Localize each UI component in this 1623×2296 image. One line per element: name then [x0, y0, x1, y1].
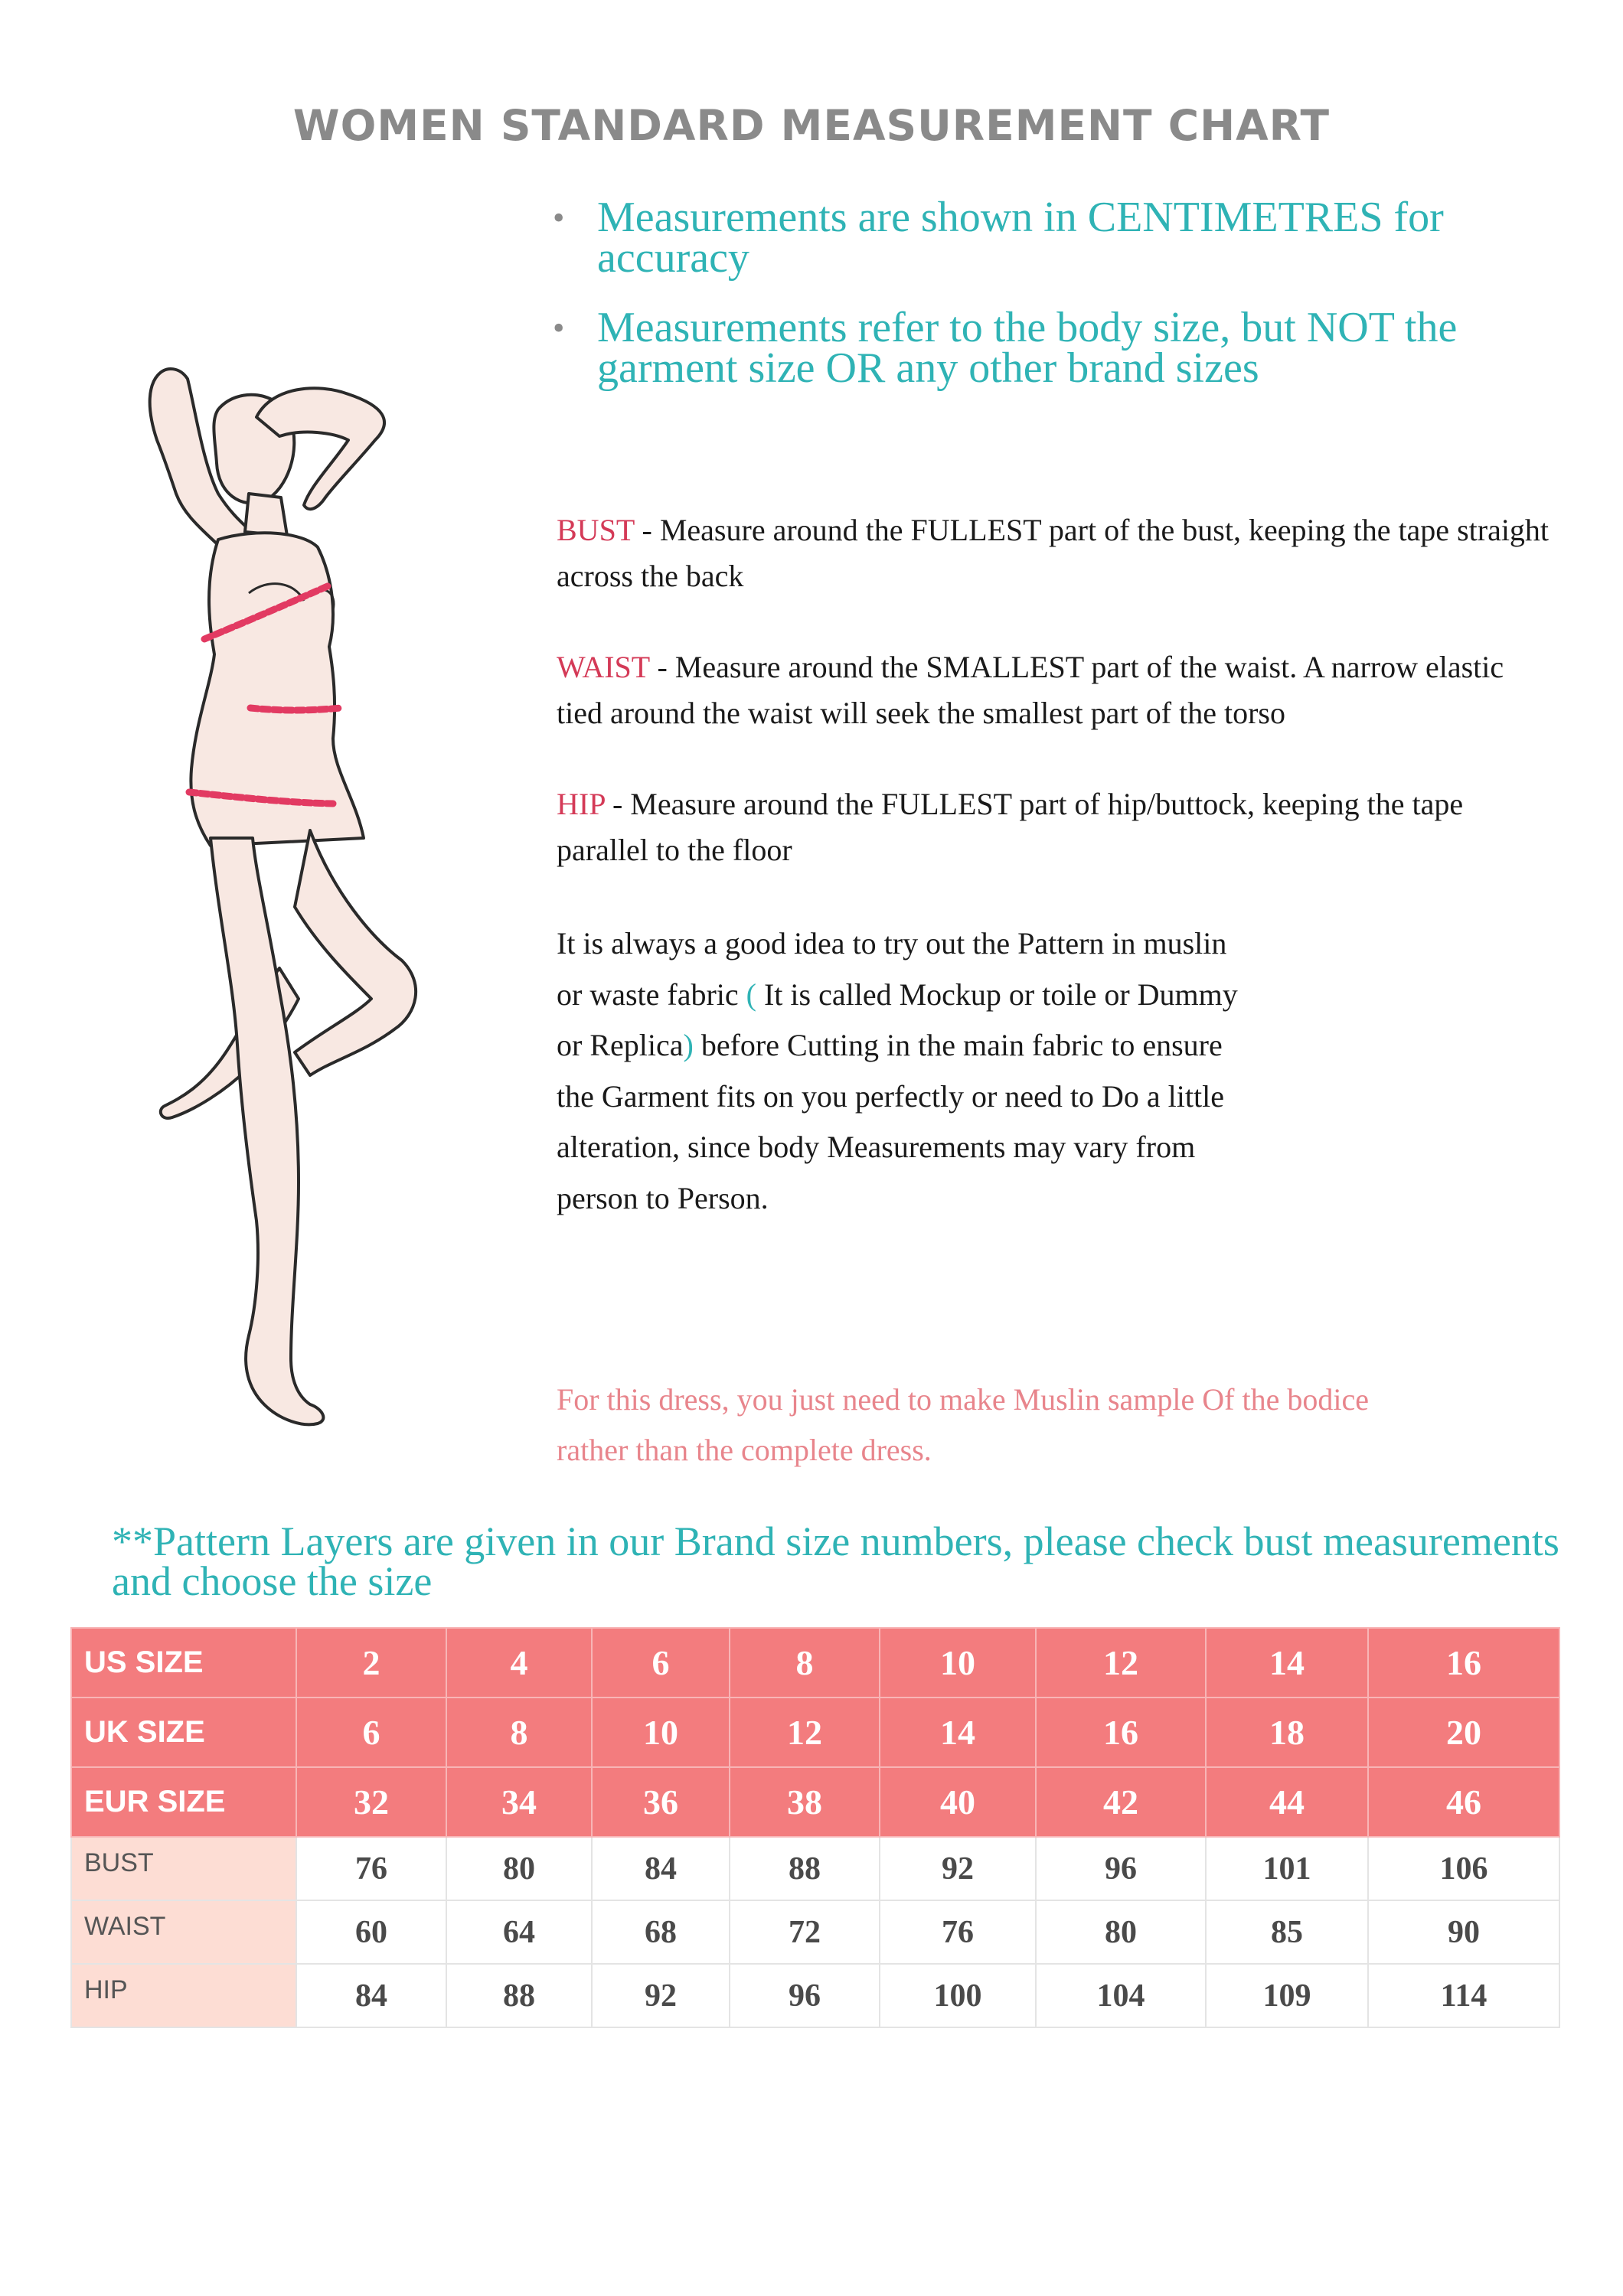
row-label: BUST [71, 1837, 296, 1900]
note-text-part1: It is always a good idea to try out the Pattern in muslin or waste fabric [557, 926, 1227, 1012]
table-cell: 10 [880, 1628, 1036, 1698]
table-cell: 4 [446, 1628, 592, 1698]
table-cell: 84 [592, 1837, 730, 1900]
table-cell: 88 [730, 1837, 880, 1900]
table-cell: 16 [1036, 1698, 1206, 1767]
table-cell: 85 [1206, 1900, 1368, 1964]
row-label: HIP [71, 1964, 296, 2027]
table-cell: 16 [1368, 1628, 1559, 1698]
table-cell: 100 [880, 1964, 1036, 2027]
size-chart-body [71, 1628, 1559, 2027]
note-close-paren: ) [683, 1028, 694, 1062]
size-table-row [71, 1698, 1559, 1767]
table-cell: 14 [1206, 1628, 1368, 1698]
table-cell: 114 [1368, 1964, 1559, 2027]
note-text-part3: before Cutting in the main fabric to ensure the Garment fits on you perfectly or need to Do a little alteration, since body Measurements may vary from person to Person. [557, 1028, 1224, 1215]
table-cell: 6 [296, 1698, 446, 1767]
hip-definition [557, 781, 1552, 873]
table-cell: 64 [446, 1900, 592, 1964]
body-figure-illustration [103, 341, 517, 1458]
table-cell: 109 [1206, 1964, 1368, 2027]
note-open-paren: ( [746, 977, 756, 1012]
table-cell: 68 [592, 1900, 730, 1964]
bullet-text: Measurements refer to the body size, but NOT the garment size OR any other brand sizes [597, 304, 1458, 392]
table-cell: 34 [446, 1767, 592, 1837]
row-label: EUR SIZE [71, 1767, 296, 1837]
row-label: US SIZE [71, 1628, 296, 1698]
table-cell: 38 [730, 1767, 880, 1837]
hip-description: - Measure around the FULLEST part of hip/buttock, keeping the tape parallel to the floor [557, 787, 1464, 867]
table-cell: 106 [1368, 1837, 1559, 1900]
table-cell: 92 [880, 1837, 1036, 1900]
pattern-layers-note: **Pattern Layers are given in our Brand size numbers, please check bust measurements and choose the size [112, 1518, 1559, 1604]
page-title: WOMEN STANDARD MEASUREMENT CHART [292, 101, 1331, 150]
table-cell: 6 [592, 1628, 730, 1698]
waist-key-label: WAIST [557, 650, 650, 684]
bullet-item [553, 304, 1548, 392]
row-label: WAIST [71, 1900, 296, 1964]
table-cell: 88 [446, 1964, 592, 2027]
table-cell: 72 [730, 1900, 880, 1964]
table-cell: 80 [1036, 1900, 1206, 1964]
table-cell: 46 [1368, 1767, 1559, 1837]
table-cell: 20 [1368, 1698, 1559, 1767]
table-cell: 2 [296, 1628, 446, 1698]
table-cell: 40 [880, 1767, 1036, 1837]
table-cell: 96 [1036, 1837, 1206, 1900]
table-cell: 60 [296, 1900, 446, 1964]
table-cell: 14 [880, 1698, 1036, 1767]
bullet-dot-icon: • [553, 309, 565, 347]
table-cell: 42 [1036, 1767, 1206, 1837]
table-cell: 8 [730, 1628, 880, 1698]
table-cell: 92 [592, 1964, 730, 2027]
bullet-item [553, 194, 1548, 282]
size-table-row [71, 1964, 1559, 2027]
table-cell: 104 [1036, 1964, 1206, 2027]
table-cell: 76 [296, 1837, 446, 1900]
info-bullets [553, 194, 1548, 418]
bust-description: - Measure around the FULLEST part of the bust, keeping the tape straight across the back [557, 513, 1550, 593]
table-cell: 80 [446, 1837, 592, 1900]
table-cell: 44 [1206, 1767, 1368, 1837]
size-table-row [71, 1628, 1559, 1698]
table-cell: 10 [592, 1698, 730, 1767]
note-text-part2: It is called Mockup or toile or Dummy or Replica [557, 977, 1238, 1062]
size-table-row [71, 1767, 1559, 1837]
table-cell: 90 [1368, 1900, 1559, 1964]
bullet-dot-icon: • [553, 199, 565, 236]
bust-definition [557, 507, 1552, 599]
table-cell: 12 [1036, 1628, 1206, 1698]
table-cell: 101 [1206, 1837, 1368, 1900]
mockup-advice-note [557, 918, 1246, 1224]
waist-tape-line [250, 708, 341, 710]
table-cell: 12 [730, 1698, 880, 1767]
waist-definition [557, 644, 1552, 736]
hip-key-label: HIP [557, 787, 605, 821]
muslin-sample-note: For this dress, you just need to make Muslin sample Of the bodice rather than the complete dress. [557, 1382, 1369, 1467]
bullet-text: Measurements are shown in CENTIMETRES for accuracy [597, 194, 1444, 282]
table-cell: 32 [296, 1767, 446, 1837]
waist-description: - Measure around the SMALLEST part of the waist. A narrow elastic tied around the waist will seek the smallest part of the torso [557, 650, 1504, 730]
table-cell: 96 [730, 1964, 880, 2027]
size-table-row [71, 1900, 1559, 1964]
size-chart-table [70, 1627, 1560, 2028]
row-label: UK SIZE [71, 1698, 296, 1767]
table-cell: 18 [1206, 1698, 1368, 1767]
size-table-row [71, 1837, 1559, 1900]
table-cell: 36 [592, 1767, 730, 1837]
table-cell: 84 [296, 1964, 446, 2027]
table-cell: 76 [880, 1900, 1036, 1964]
bust-key-label: BUST [557, 513, 635, 547]
table-cell: 8 [446, 1698, 592, 1767]
